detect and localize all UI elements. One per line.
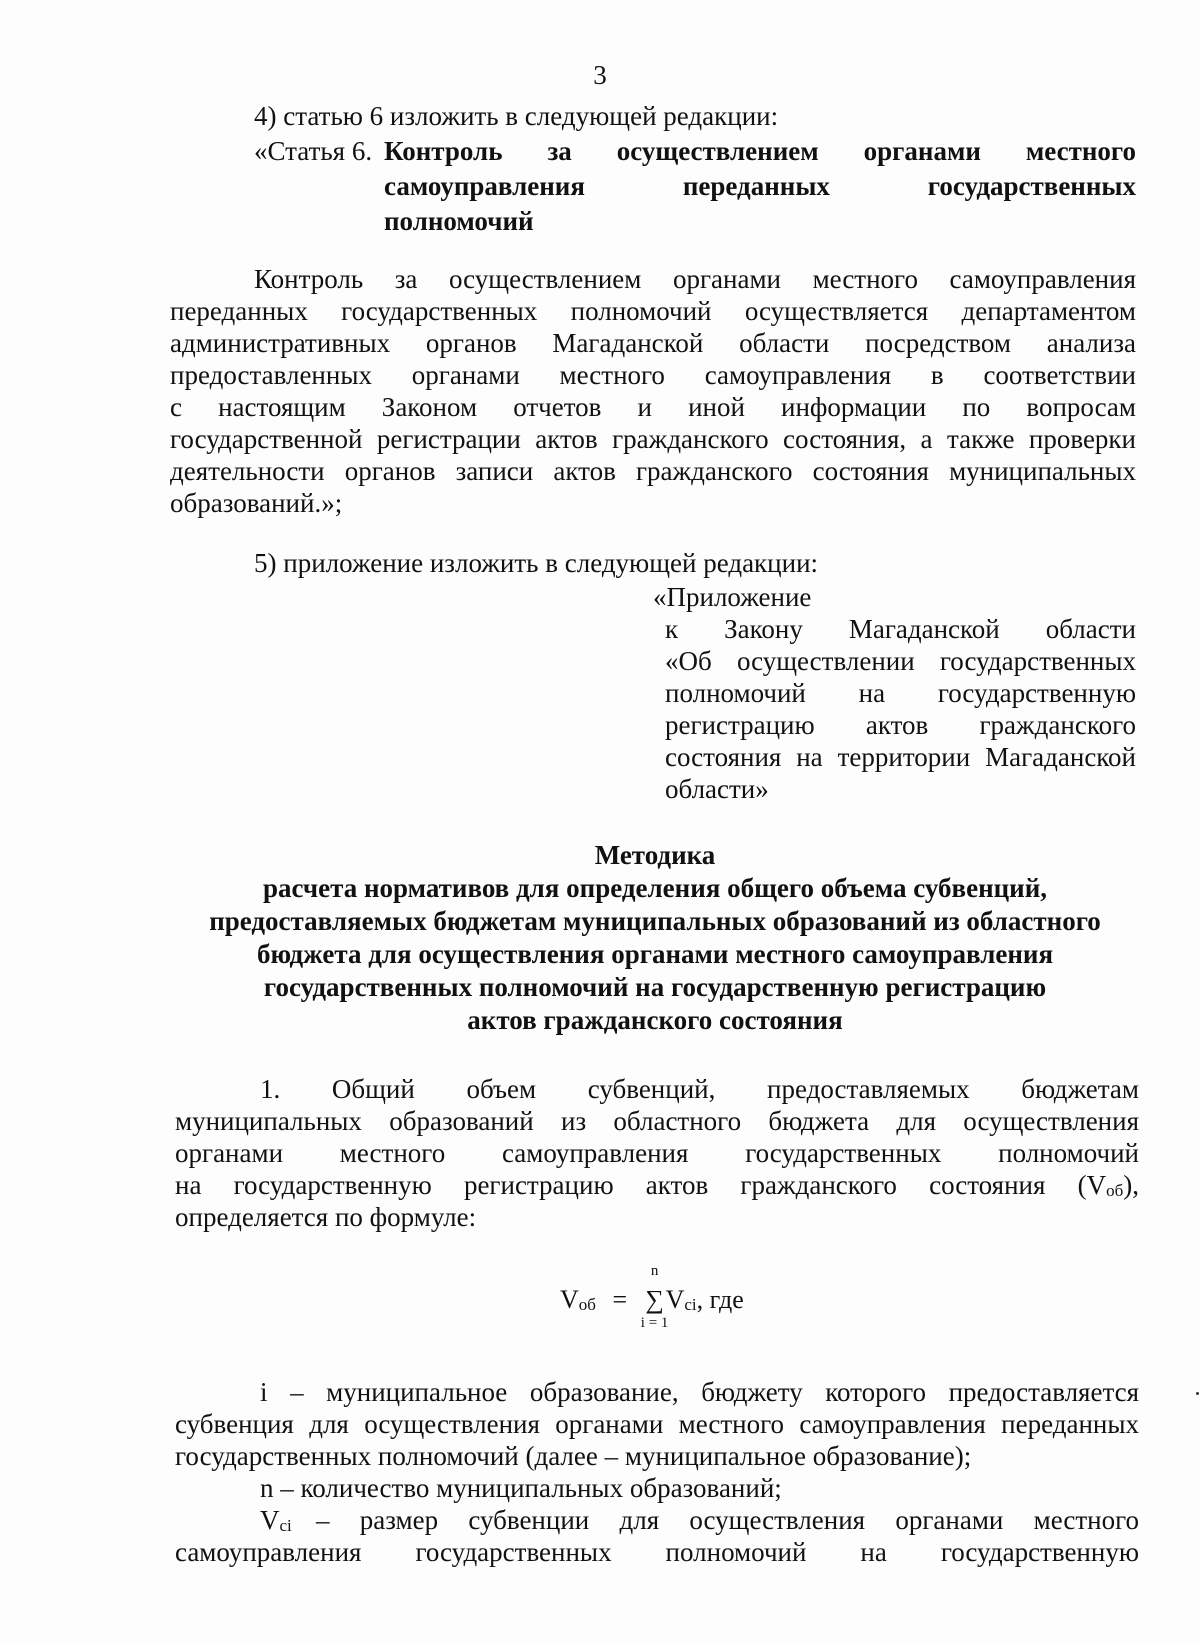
p1-line: органами местного самоуправления государственных полномочий bbox=[175, 1138, 1139, 1168]
appendix-line: к Закону Магаданской области bbox=[665, 614, 1136, 644]
article-title-line3: полномочий bbox=[384, 206, 534, 236]
definition-v-line2: самоуправления государственных полномочий на государственную bbox=[175, 1537, 1139, 1567]
appendix-line: области» bbox=[665, 774, 769, 804]
article-label: «Статья 6. bbox=[254, 136, 373, 166]
methodology-title-line: актов гражданского состояния bbox=[467, 1005, 843, 1035]
definition-i-line: государственных полномочий (далее – муниципальное образование); bbox=[175, 1441, 972, 1471]
article-paragraph-line: административных органов Магаданской области посредством анализа bbox=[170, 328, 1136, 358]
article-paragraph-line: образований.»; bbox=[170, 488, 343, 518]
article-title-line2: самоуправления переданных государственных bbox=[384, 171, 1136, 201]
p1-line: муниципальных образований из областного бюджета для осуществления bbox=[175, 1106, 1139, 1136]
methodology-title-line: бюджета для осуществления органами местного самоуправления bbox=[256, 939, 1054, 969]
margin-mark bbox=[1196, 1392, 1199, 1395]
p1-line-with-symbol: на государственную регистрацию актов гражданского состояния (Vоб), bbox=[175, 1170, 1139, 1200]
p1-line: определяется по формуле: bbox=[175, 1202, 477, 1232]
item4-intro: 4) статью 6 изложить в следующей редакции: bbox=[254, 101, 779, 131]
p1-line: 1. Общий объем субвенций, предоставляемых бюджетам bbox=[260, 1074, 1139, 1104]
methodology-title-line: расчета нормативов для определения общего объема субвенций, bbox=[262, 873, 1048, 903]
p1-line-text: на bbox=[175, 1170, 202, 1200]
methodology-title-line: государственных полномочий на государственную регистрацию bbox=[263, 972, 1047, 1002]
formula-tail: , где bbox=[696, 1285, 744, 1314]
article-paragraph-line: предоставленных органами местного самоуправления в соответствии bbox=[170, 360, 1136, 390]
article-paragraph-line: с настоящим Законом отчетов и иной информации по вопросам bbox=[170, 392, 1136, 422]
item5-intro: 5) приложение изложить в следующей редакции: bbox=[254, 548, 819, 578]
article-paragraph-line: переданных государственных полномочий осуществляется департаментом bbox=[170, 296, 1136, 326]
article-title-line1: Контроль за осуществлением органами местного bbox=[384, 136, 1136, 166]
sigma-icon: ∑ bbox=[645, 1285, 664, 1314]
summation-upper-limit: n bbox=[650, 1263, 659, 1279]
methodology-title-line: предоставляемых бюджетам муниципальных образований из областного bbox=[209, 906, 1101, 936]
article-paragraph-line: деятельности органов записи актов гражданского состояния муниципальных bbox=[170, 456, 1136, 486]
formula-equals: = bbox=[612, 1285, 628, 1314]
appendix-line: регистрацию актов гражданского bbox=[665, 710, 1136, 740]
formula bbox=[560, 1263, 744, 1331]
summation-lower-limit: i = 1 bbox=[640, 1315, 669, 1331]
article-paragraph-line: Контроль за осуществлением органами местного самоуправления bbox=[254, 264, 1136, 294]
formula-rhs: V bbox=[665, 1285, 685, 1314]
appendix-line: состояния на территории Магаданской bbox=[665, 742, 1136, 772]
appendix-line: «Об осуществлении государственных bbox=[665, 646, 1136, 676]
definition-v-line1 bbox=[260, 1505, 1139, 1536]
definition-i-line: i – муниципальное образование, бюджету которого предоставляется bbox=[260, 1377, 1139, 1407]
definition-n: n – количество муниципальных образований; bbox=[260, 1473, 782, 1503]
methodology-title: Методика bbox=[594, 840, 716, 870]
definition-v-symbol: Vci bbox=[260, 1505, 292, 1535]
formula-rhs-subscript: ci bbox=[684, 1295, 697, 1314]
v-ob-symbol: (Vоб), bbox=[1077, 1170, 1139, 1200]
formula-lhs-subscript: об bbox=[578, 1295, 596, 1314]
appendix-line: полномочий на государственную bbox=[665, 678, 1136, 708]
v-ob-subscript: об bbox=[1106, 1181, 1124, 1200]
formula-lhs: V bbox=[560, 1285, 579, 1314]
article-paragraph-line: государственной регистрации актов гражданского состояния, а также проверки bbox=[170, 424, 1136, 454]
definition-v-text: – размер субвенции для осуществления органами местного bbox=[316, 1505, 1139, 1535]
page-number: 3 bbox=[593, 60, 607, 90]
definition-i-line: субвенция для осуществления органами местного самоуправления переданных bbox=[175, 1409, 1139, 1439]
appendix-label: «Приложение bbox=[653, 582, 812, 612]
summation-symbol bbox=[640, 1263, 669, 1331]
